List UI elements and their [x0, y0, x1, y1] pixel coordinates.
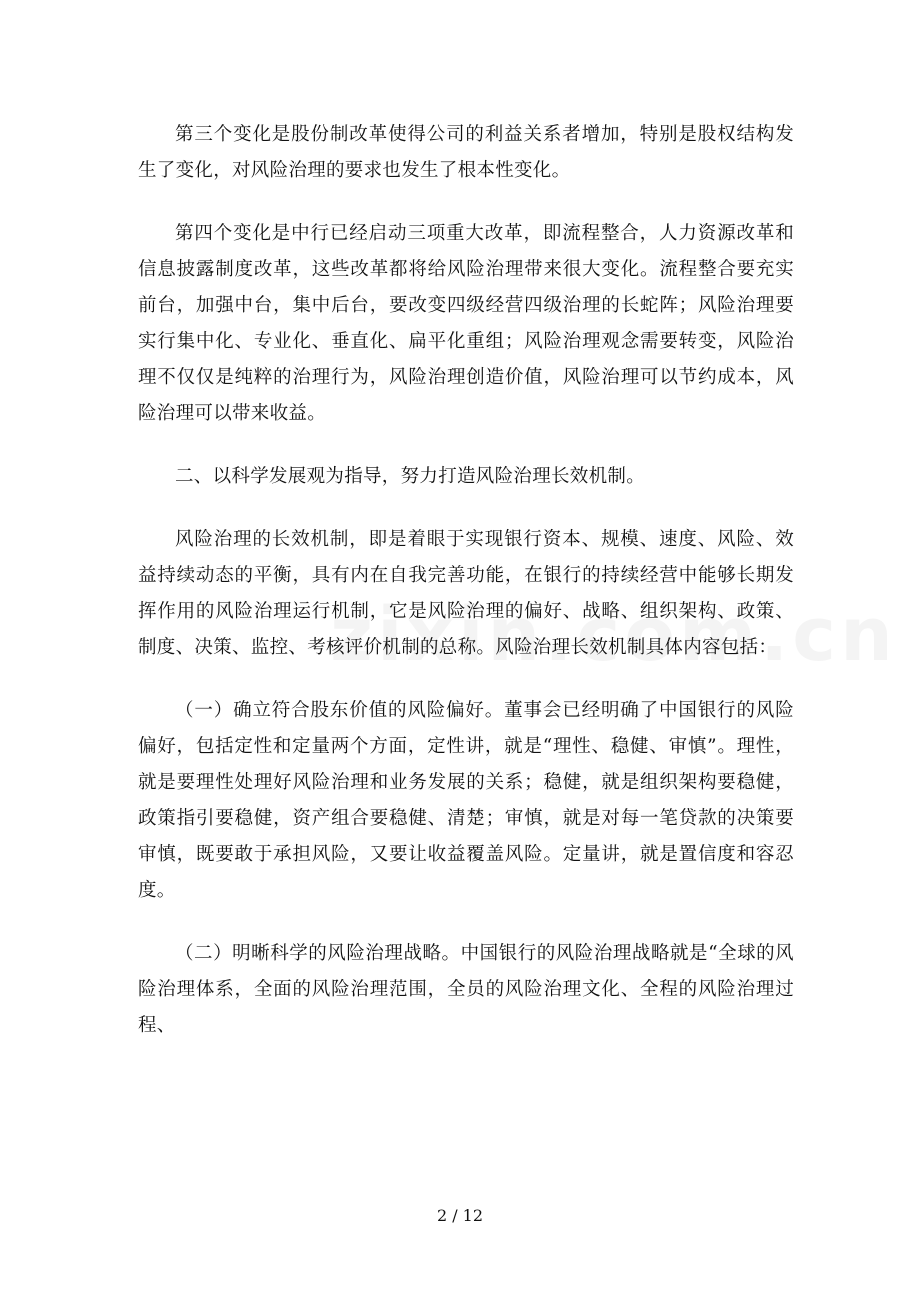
page-number: 2 / 12	[436, 1206, 484, 1225]
paragraph-long-term-mechanism: 风险治理的长效机制，即是着眼于实现银行资本、规模、速度、风险、效益持续动态的平衡，具有内在自我完善功能，在银行的持续经营中能够长期发挥作用的风险治理运行机制，它是风险治理的偏好、战略、组织架构、政策、制度、决策、监控、考核评价机制的总称。风险治理长效机制具体内容包括：	[138, 529, 794, 658]
paragraph-risk-preference: （一）确立符合股东价值的风险偏好。董事会已经明确了中国银行的风险偏好，包括定性和定量两个方面，定性讲，就是“理性、稳健、审慎”。理性，就是要理性处理好风险治理和业务发展的关系；稳健，就是组织架构要稳健，政策指引要稳健，资产组合要稳健、清楚；审慎，就是对每一笔贷款的决策要审慎，既要敢于承担风险，又要让收益覆盖风险。定量讲，就是置信度和容忍度。	[138, 700, 794, 901]
paragraph-third-change: 第三个变化是股份制改革使得公司的利益关系者增加，特别是股权结构发生了变化，对风险治理的要求也发生了根本性变化。	[138, 124, 794, 181]
paragraph-fourth-change: 第四个变化是中行已经启动三项重大改革，即流程整合，人力资源改革和信息披露制度改革，这些改革都将给风险治理带来很大变化。流程整合要充实前台，加强中台，集中后台，要改变四级经营四级治理的长蛇阵；风险治理要实行集中化、专业化、垂直化、扁平化重组；风险治理观念需要转变，风险治理不仅仅是纯粹的治理行为，风险治理创造价值，风险治理可以节约成本，风险治理可以带来收益。	[138, 223, 794, 424]
section-heading-two: 二、以科学发展观为指导，努力打造风险治理长效机制。	[175, 466, 646, 487]
paragraph-risk-strategy: （二）明晰科学的风险治理战略。中国银行的风险治理战略就是“全球的风险治理体系，全面的风险治理范围，全员的风险治理文化、全程的风险治理过程、	[138, 943, 794, 1036]
document-body	[138, 117, 794, 1071]
